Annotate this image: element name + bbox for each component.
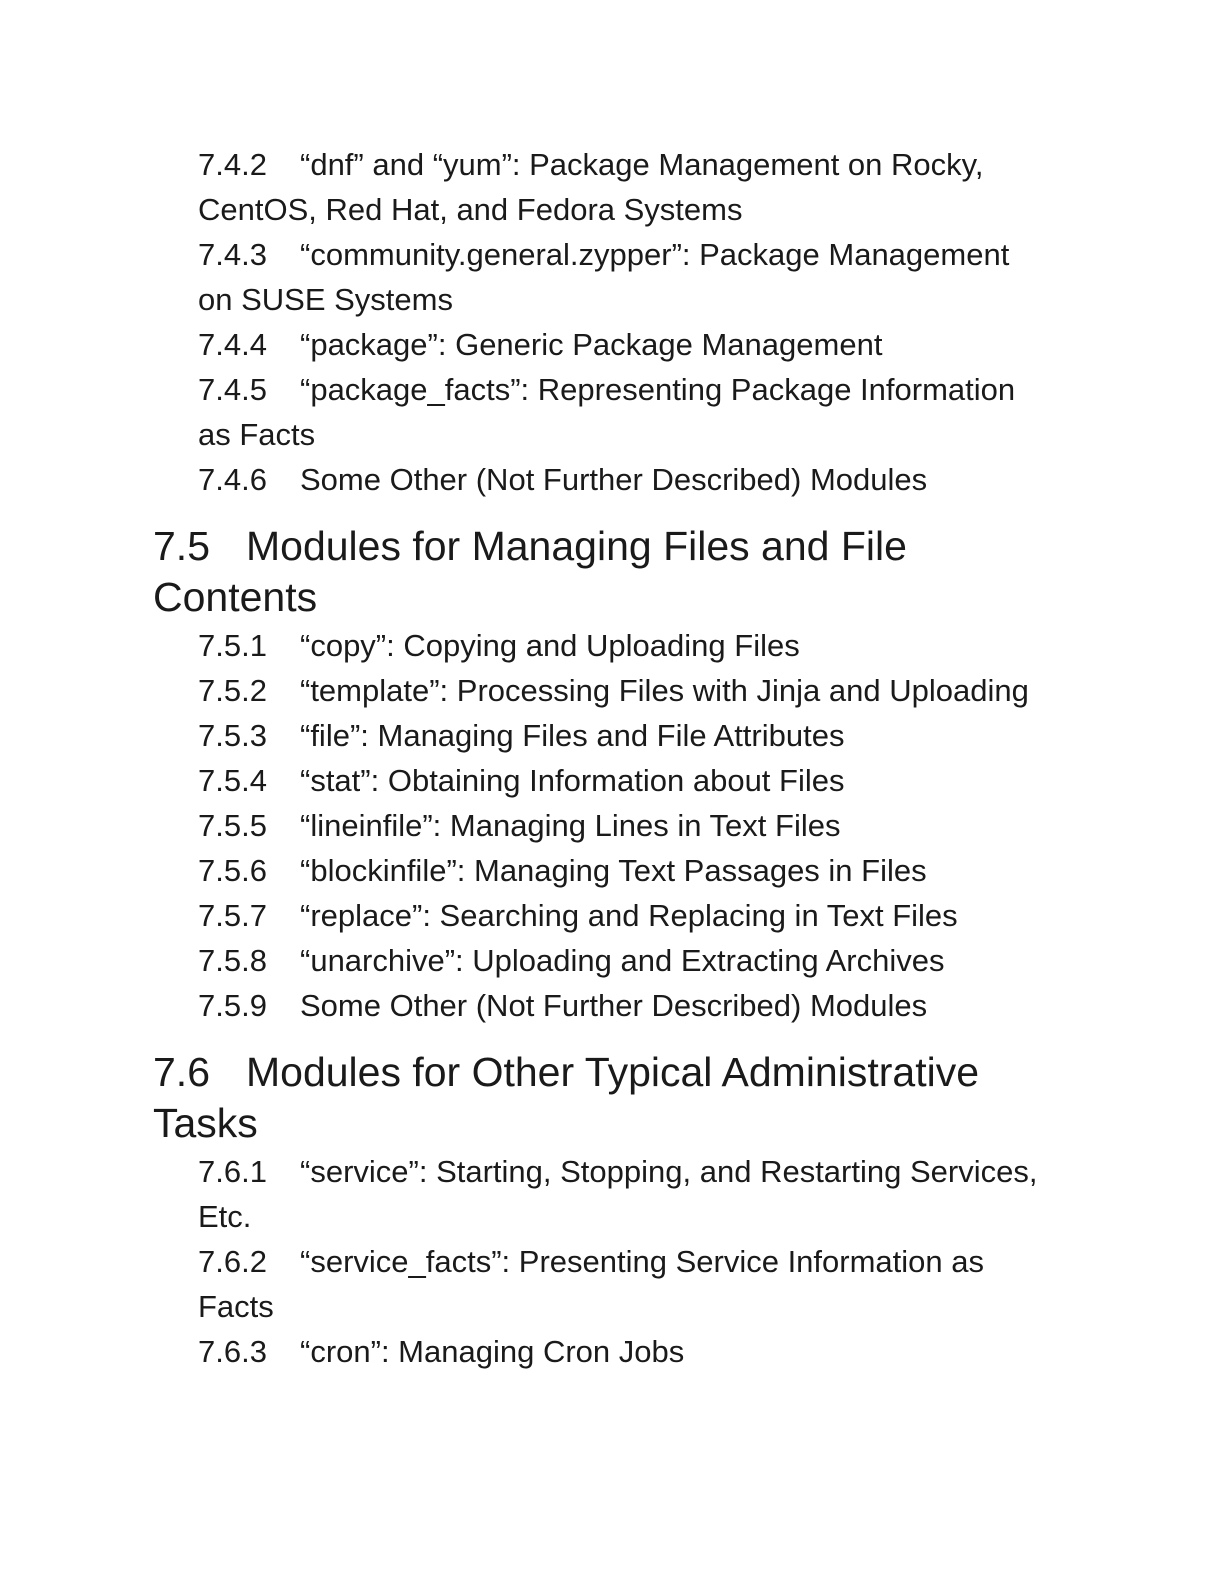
toc-entry-number: 7.5.6: [198, 853, 267, 888]
toc-entry-7-5-2[interactable]: [198, 668, 1048, 713]
toc-entry-7-6-2[interactable]: [198, 1239, 1048, 1329]
toc-entry-number: 7.5.7: [198, 898, 267, 933]
toc-entry-number: 7.5.3: [198, 718, 267, 753]
toc-entry-number: 7.4.3: [198, 237, 267, 272]
toc-entry-number: 7.5.9: [198, 988, 267, 1023]
toc-entry-7-4-4[interactable]: [198, 322, 1048, 367]
toc-entry-7-5-9[interactable]: [198, 983, 1048, 1028]
toc-entry-7-6-1[interactable]: [198, 1149, 1048, 1239]
toc-section-number: 7.5: [153, 523, 210, 569]
toc-entry-title: “file”: Managing Files and File Attributes: [300, 718, 845, 753]
toc-entry-7-5-8[interactable]: [198, 938, 1048, 983]
toc-entry-title: “lineinfile”: Managing Lines in Text Files: [300, 808, 841, 843]
toc-entry-title: “community.general.zypper”: Package Management on SUSE Systems: [198, 237, 1010, 317]
toc-entry-title: “package_facts”: Representing Package Information as Facts: [198, 372, 1016, 452]
toc-entry-number: 7.6.1: [198, 1154, 267, 1189]
toc-entry-title: “unarchive”: Uploading and Extracting Archives: [300, 943, 945, 978]
toc-entry-7-5-7[interactable]: [198, 893, 1048, 938]
toc-entry-7-4-6[interactable]: [198, 457, 1048, 502]
toc-entry-title: “replace”: Searching and Replacing in Text Files: [300, 898, 958, 933]
toc-entry-title: “copy”: Copying and Uploading Files: [300, 628, 800, 663]
toc-entry-title: “package”: Generic Package Management: [300, 327, 883, 362]
toc-entry-number: 7.6.2: [198, 1244, 267, 1279]
toc-entry-number: 7.4.5: [198, 372, 267, 407]
toc-entry-7-4-5[interactable]: [198, 367, 1048, 457]
toc-entry-number: 7.4.6: [198, 462, 267, 497]
toc-entry-7-5-4[interactable]: [198, 758, 1048, 803]
toc-entry-number: 7.5.2: [198, 673, 267, 708]
toc-section-7-5[interactable]: [153, 521, 983, 623]
toc-entry-number: 7.5.4: [198, 763, 267, 798]
toc-section-title: Modules for Other Typical Administrative Tasks: [153, 1049, 979, 1146]
toc-entry-title: “stat”: Obtaining Information about Files: [300, 763, 845, 798]
toc-entry-number: 7.4.4: [198, 327, 267, 362]
toc-entry-number: 7.6.3: [198, 1334, 267, 1369]
toc-entry-7-5-5[interactable]: [198, 803, 1048, 848]
toc-entry-number: 7.5.1: [198, 628, 267, 663]
toc-entry-title: Some Other (Not Further Described) Modules: [300, 462, 928, 497]
toc-entry-7-5-3[interactable]: [198, 713, 1048, 758]
toc-entry-7-4-2[interactable]: [198, 142, 1048, 232]
toc-section-title: Modules for Managing Files and File Contents: [153, 523, 907, 620]
toc-entry-title: “service”: Starting, Stopping, and Restarting Services, Etc.: [198, 1154, 1038, 1234]
toc-entry-title: “template”: Processing Files with Jinja and Uploading: [300, 673, 1029, 708]
toc-entry-number: 7.5.5: [198, 808, 267, 843]
toc-entry-7-6-3[interactable]: [198, 1329, 1048, 1374]
toc-entry-title: Some Other (Not Further Described) Modules: [300, 988, 928, 1023]
toc-entry-number: 7.4.2: [198, 147, 267, 182]
toc-entry-number: 7.5.8: [198, 943, 267, 978]
toc-entry-title: “blockinfile”: Managing Text Passages in Files: [300, 853, 927, 888]
toc-entry-7-4-3[interactable]: [198, 232, 1048, 322]
table-of-contents: [153, 142, 1053, 1374]
toc-entry-7-5-6[interactable]: [198, 848, 1048, 893]
toc-entry-title: “cron”: Managing Cron Jobs: [300, 1334, 685, 1369]
toc-entry-7-5-1[interactable]: [198, 623, 1048, 668]
toc-entry-title: “dnf” and “yum”: Package Management on Rocky, CentOS, Red Hat, and Fedora Systems: [198, 147, 984, 227]
toc-section-number: 7.6: [153, 1049, 210, 1095]
toc-section-7-6[interactable]: [153, 1047, 983, 1149]
toc-entry-title: “service_facts”: Presenting Service Information as Facts: [198, 1244, 984, 1324]
